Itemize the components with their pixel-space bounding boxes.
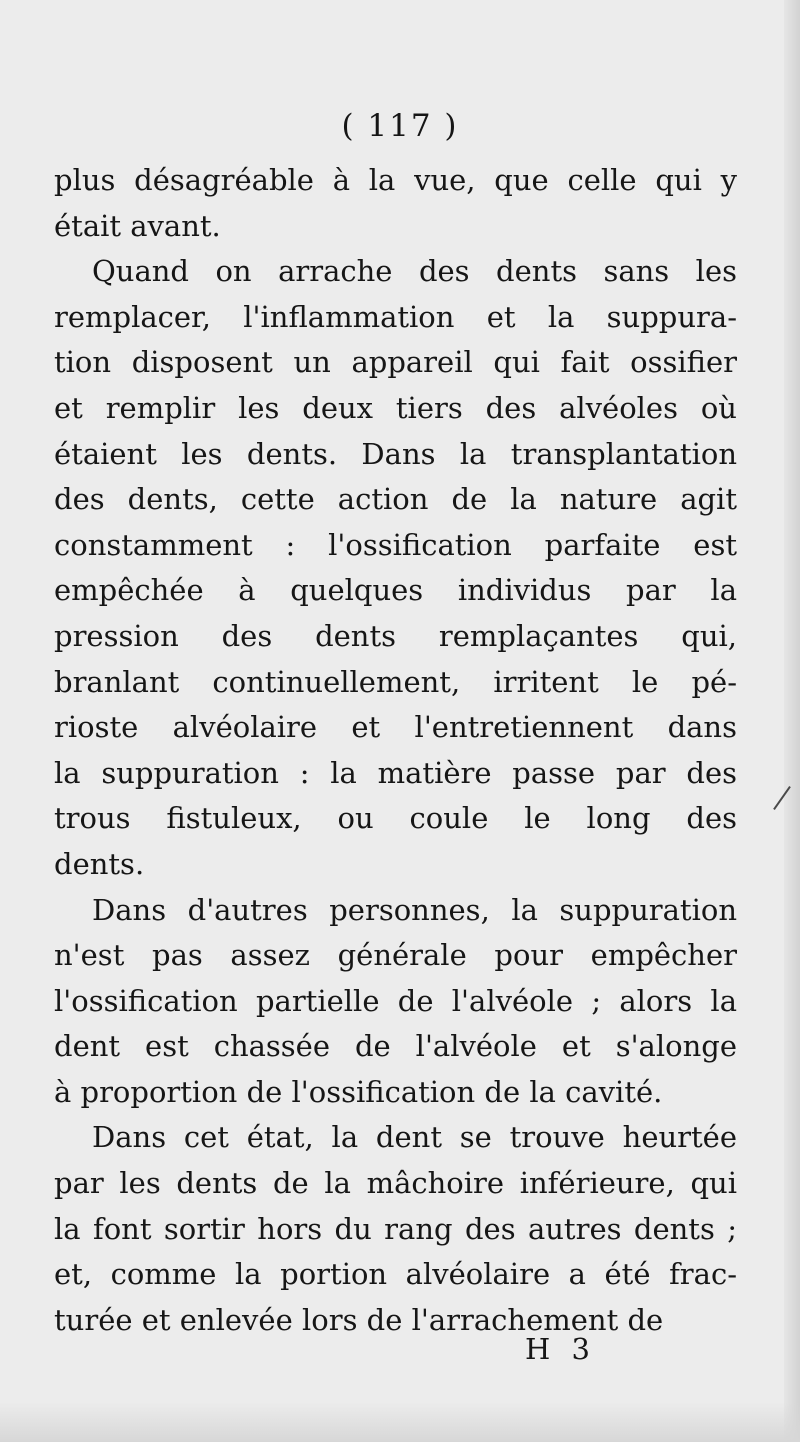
body-text bbox=[54, 158, 737, 1343]
text-line: tion disposent un appareil qui fait ossifier bbox=[54, 345, 737, 380]
text-line: étaient les dents. Dans la transplantation bbox=[54, 436, 737, 471]
text-line: branlant continuellement, irritent le pé- bbox=[54, 664, 737, 699]
text-line: et, comme la portion alvéolaire a été frac- bbox=[54, 1257, 737, 1292]
text-line: à proportion de l'ossification de la cavité. bbox=[54, 1074, 663, 1109]
paragraph bbox=[54, 249, 737, 887]
text-line: constamment : l'ossification parfaite est bbox=[54, 527, 737, 562]
text-line: l'ossification partielle de l'alvéole ; alors la bbox=[54, 983, 737, 1018]
text-line: plus désagréable à la vue, que celle qui y bbox=[54, 163, 737, 197]
text-line: turée et enlevée lors de l'arrachement de bbox=[54, 1302, 664, 1337]
text-line: Dans d'autres personnes, la suppuration bbox=[92, 892, 737, 927]
text-line: Dans cet état, la dent se trouve heurtée bbox=[92, 1120, 737, 1155]
text-line: n'est pas assez générale pour empêcher bbox=[54, 938, 737, 973]
text-line: trous fistuleux, ou coule le long des bbox=[54, 801, 737, 836]
text-line: Quand on arrache des dents sans les bbox=[92, 254, 737, 289]
text-line: pression des dents remplaçantes qui, bbox=[54, 618, 737, 653]
text-line: la suppuration : la matière passe par des bbox=[54, 755, 737, 790]
page-bottom-shadow bbox=[0, 1402, 800, 1442]
text-line: rioste alvéolaire et l'entretiennent dans bbox=[54, 710, 737, 745]
text-line: dent est chassée de l'alvéole et s'alonge bbox=[54, 1029, 737, 1064]
text-line: des dents, cette action de la nature agit bbox=[54, 482, 737, 517]
text-line: et remplir les deux tiers des alvéoles où bbox=[54, 390, 737, 425]
page-edge-shadow bbox=[784, 0, 800, 1442]
paragraph bbox=[54, 158, 737, 249]
paragraph bbox=[54, 1115, 737, 1343]
text-line: la font sortir hors du rang des autres dents ; bbox=[54, 1211, 737, 1246]
text-line: par les dents de la mâchoire inférieure, qui bbox=[54, 1166, 737, 1201]
paragraph bbox=[54, 888, 737, 1116]
signature-mark: H 3 bbox=[525, 1332, 596, 1366]
page-number: ( 117 ) bbox=[341, 108, 459, 144]
text-line: empêchée à quelques individus par la bbox=[54, 573, 737, 608]
text-line: dents. bbox=[54, 846, 145, 881]
text-line: était avant. bbox=[54, 208, 221, 243]
text-line: remplacer, l'inflammation et la suppura- bbox=[54, 299, 737, 334]
